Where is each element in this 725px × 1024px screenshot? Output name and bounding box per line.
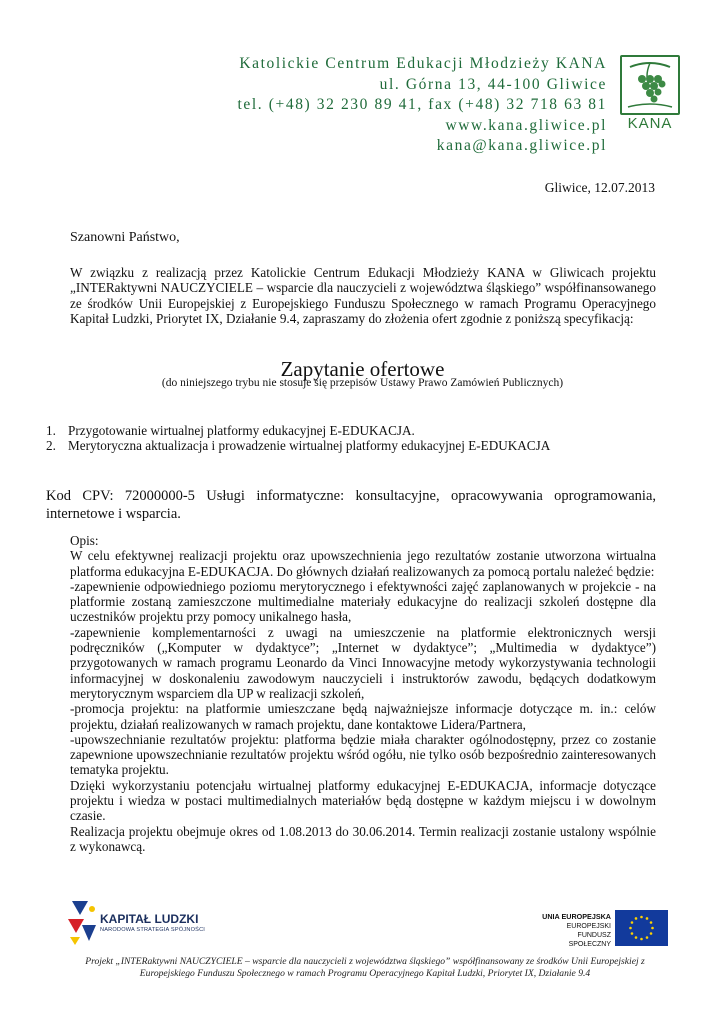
kana-logo xyxy=(620,55,680,135)
description xyxy=(70,533,656,854)
description-paragraph: -promocja projektu: na platformie umieszczane będą najważniejsze informacje dotyczące m. in.: celów projektu, działań realizowanych w ramach projektu, dane kontaktowe Lidera/Partnera, xyxy=(70,701,656,732)
eu-star-icon xyxy=(629,927,632,930)
eu-star-icon xyxy=(631,921,634,924)
org-address: ul. Górna 13, 44-100 Gliwice xyxy=(379,75,607,93)
eu-star-icon xyxy=(640,938,643,941)
eu-star-icon xyxy=(646,917,649,920)
intro-paragraph: W związku z realizacją przez Katolickie Centrum Edukacji Młodzieży KANA w Gliwicach projektu „INTERaktywni NAUCZYCIELE – wsparcie dla nauczycieli z województwa śląskiego” współfinansowanego ze środków Unii Europejskiej z Europejskiego Funduszu Społecznego w ramach Programu Operacyjnego Kapitał Ludzki, Priorytet IX, Działanie 9.4, zapraszamy do złożenia ofert zgodnie z poniższą specyfikacją: xyxy=(70,265,656,326)
greeting: Szanowni Państwo, xyxy=(70,230,180,245)
org-phone: tel. (+48) 32 230 89 41, fax (+48) 32 718 63 81 xyxy=(237,96,607,113)
eu-star-icon xyxy=(650,932,653,935)
description-paragraph: W celu efektywnej realizacji projektu oraz upowszechnienia jego rezultatów zostanie utworzona wirtualna platforma edukacyjna E-EDUKACJA. Do głównych działań realizowanych za pomocą portalu należeć będzie: xyxy=(70,548,656,579)
eu-star-icon xyxy=(631,932,634,935)
letterhead xyxy=(238,54,608,157)
logo-word: KANA xyxy=(627,115,673,132)
list-item: 2. Merytoryczna aktualizacja i prowadzenie wirtualnej platformy edukacyjnej E-EDUKACJA xyxy=(46,438,551,454)
letter-date: Gliwice, 12.07.2013 xyxy=(544,180,655,195)
description-paragraph: -upowszechnianie rezultatów projektu: platforma będzie miała charakter ogólnodostępny, przez co zostanie zapewnione upowszechnianie rezultatów projektu wśród ogółu, nie tylko osób bezpośrednio zainteresowanych tematyka projektu. xyxy=(70,731,656,778)
description-paragraph: -zapewnienie komplementarności z uwagi na umieszczenie na platformie elektronicznych wersji podręczników („Komputer w dydaktyce”; „Internet w dydaktyce”; „Multimedia w dydaktyce”) przygotowanych w ramach programu Leonardo da Vinci Innowacyjne metody wykorzystywania technologii informacyjnej w doskonaleniu zawodowym nauczycieli i instruktorów zawodu, będących dodatkowym merytorycznym wsparciem dla UP w realizacji szkoleń, xyxy=(70,624,656,701)
eu-star-icon xyxy=(646,936,649,939)
document-title: Zapytanie ofertowe xyxy=(280,357,445,381)
eu-star-icon xyxy=(635,936,638,939)
org-website[interactable]: www.kana.gliwice.pl xyxy=(445,116,607,134)
eu-flag-icon xyxy=(615,910,668,946)
description-paragraph: Realizacja projektu obejmuje okres od 1.08.2013 do 30.06.2014. Termin realizacji zostanie ustalony wspólnie z wykonawcą. xyxy=(70,823,656,854)
description-paragraph: Dzięki wykorzystaniu potencjału wirtualnej platformy edukacyjnej E-EDUKACJA, informacje dotyczące projektu i wiedza w postaci multimedialnych materiałów będą dostępne w każdym miejscu i w dowolnym czasie. xyxy=(70,777,656,824)
eu-star-icon xyxy=(640,916,643,919)
grape-icon xyxy=(620,55,680,115)
eu-label: UNIA EUROPEJSKA EUROPEJSKI FUNDUSZ SPOŁECZNY xyxy=(542,912,611,948)
kapital-ludzki-subtitle: NARODOWA STRATEGIA SPÓJNOŚCI xyxy=(100,927,206,933)
scope-list xyxy=(46,423,550,454)
eu-star-icon xyxy=(635,917,638,920)
eu-star-icon xyxy=(651,927,654,930)
footer-note: Projekt „INTERaktywni NAUCZYCIELE – wsparcie dla nauczycieli z województwa śląskiego” współfinansowany ze środków Unii Europejskiej z Europejskiego Funduszu Społecznego w ramach Programu Operacyjnego Kapitał Ludzki, Priorytet IX, Działanie 9.4 xyxy=(85,956,645,979)
description-paragraph: -zapewnienie odpowiedniego poziomu merytorycznego i efektywności zajęć zaplanowanych w projekcie - na platformie zostaną zamieszczone multimedialne materiały edukacyjne do realizacji szkoleń dostępne dla uczestników projektu przy pomocy unikalnego hasła, xyxy=(70,578,656,625)
document-subtitle: (do niniejszego trybu nie stosuje się przepisów Ustawy Prawo Zamówień Publicznych) xyxy=(161,377,564,389)
cpv-code: Kod CPV: 72000000-5 Usługi informatyczne: konsultacyjne, opracowywania oprogramowania, internetowe i wsparcia. xyxy=(46,488,656,522)
description-label: Opis: xyxy=(70,533,99,548)
kapital-ludzki-name: KAPITAŁ LUDZKI xyxy=(100,912,199,926)
list-item: 1. Przygotowanie wirtualnej platformy edukacyjnej E-EDUKACJA. xyxy=(46,423,415,438)
eu-star-icon xyxy=(650,921,653,924)
org-name: Katolickie Centrum Edukacji Młodzieży KANA xyxy=(239,55,607,72)
org-email[interactable]: kana@kana.gliwice.pl xyxy=(436,137,607,154)
